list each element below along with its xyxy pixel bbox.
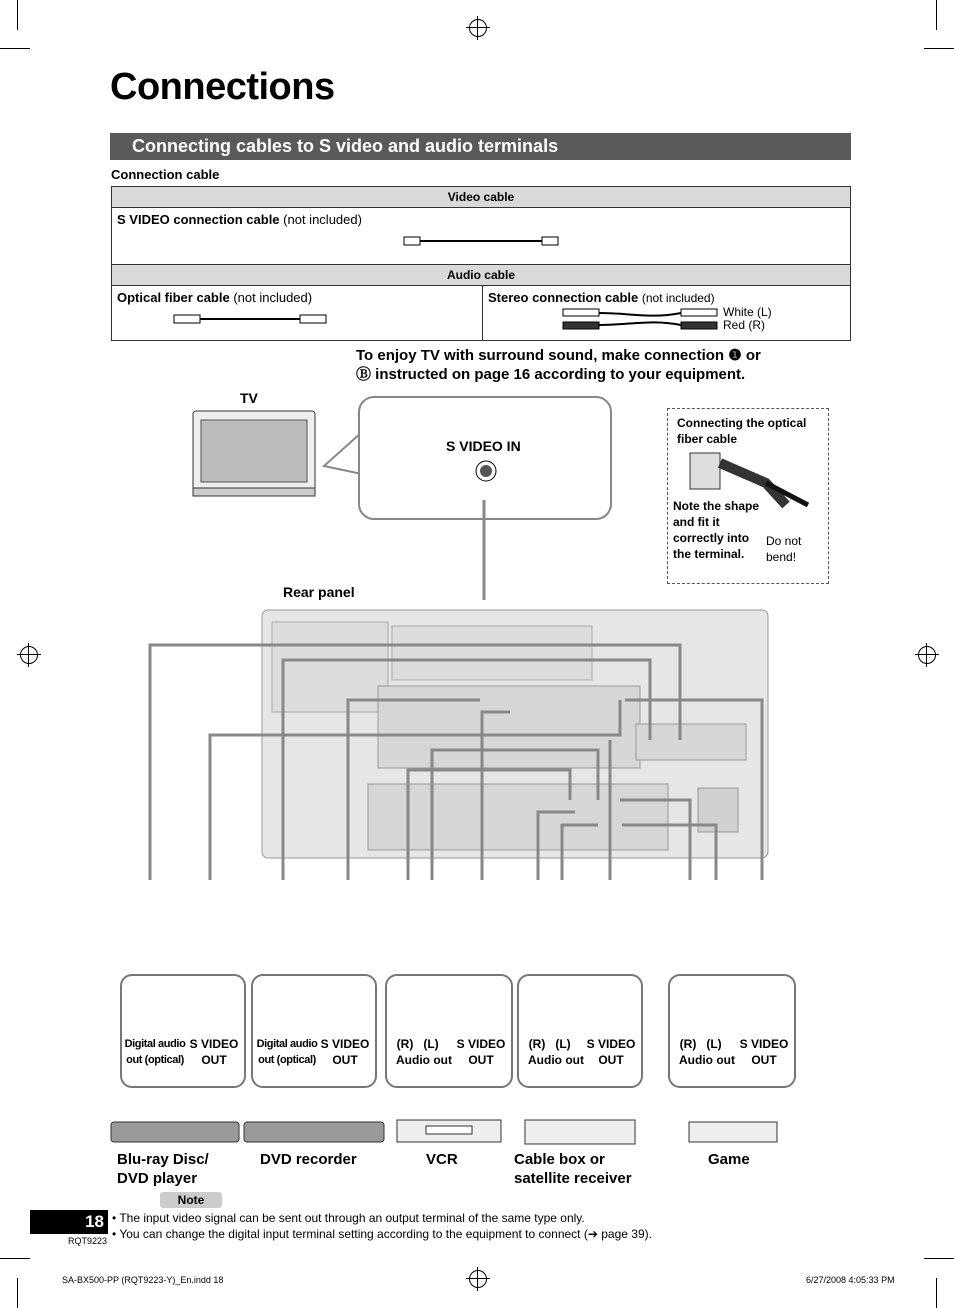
optical-box-title: Connecting the optical fiber cable: [677, 416, 807, 446]
digital-audio-out-label: Digital audio out (optical): [256, 1038, 318, 1066]
stereo-cable-note: (not included): [641, 291, 715, 305]
s-video-cable-note: (not included): [283, 212, 362, 227]
optical-box-note: Note the shape and fit it correctly into the terminal.: [673, 499, 760, 561]
intro-line-2: Ⓑ instructed on page 16 according to your equipment.: [356, 366, 746, 383]
digital-audio-out-label: Digital audio out (optical): [124, 1038, 186, 1066]
optical-cable-name: Optical fiber cable: [117, 290, 230, 305]
bluray-player-icon: [110, 1120, 240, 1144]
s-video-out-label: S VIDEO OUT: [189, 1037, 239, 1067]
white-l-label: White (L): [723, 305, 772, 319]
audio-out-label: Audio out: [396, 1053, 452, 1067]
device-cable-box: Cable box or satellite receiver: [514, 1151, 632, 1187]
s-video-out-label: S VIDEO OUT: [456, 1037, 506, 1067]
dvd-recorder-icon: [243, 1120, 385, 1144]
intro-line-1: To enjoy TV with surround sound, make connection ❶ or: [356, 347, 761, 364]
l-label: (L): [423, 1037, 439, 1051]
optical-cable-note: (not included): [233, 290, 313, 305]
r-label: (R): [528, 1037, 546, 1051]
device-dvd-recorder: DVD recorder: [260, 1151, 357, 1168]
game-console-icon: [688, 1120, 778, 1144]
game-terminals: [668, 974, 796, 1088]
footer-date: 6/27/2008 4:05:33 PM: [806, 1275, 895, 1285]
audio-cable-header: Audio cable: [112, 265, 851, 286]
rear-panel-label: Rear panel: [283, 584, 355, 600]
stereo-cable-name: Stereo connection cable: [488, 290, 639, 305]
device-game: Game: [708, 1151, 750, 1168]
note-2: • You can change the digital input terminal setting according to the equipment to connect (➔ page 39).: [112, 1227, 652, 1241]
doc-code: RQT9223: [68, 1236, 108, 1246]
cable-box-terminals: [517, 974, 643, 1088]
device-bluray: Blu-ray Disc/ DVD player: [117, 1151, 209, 1187]
page-number: 18: [30, 1210, 108, 1234]
r-label: (R): [679, 1037, 697, 1051]
connection-cable-label: Connection cable: [111, 167, 220, 182]
l-label: (L): [555, 1037, 571, 1051]
page-title: Connections: [110, 66, 335, 108]
note-1: • The input video signal can be sent out through an output terminal of the same type only.: [112, 1211, 585, 1225]
s-video-out-label: S VIDEO OUT: [320, 1037, 370, 1067]
s-video-out-label: S VIDEO OUT: [586, 1037, 636, 1067]
video-cable-header: Video cable: [112, 187, 851, 208]
audio-out-label: Audio out: [528, 1053, 584, 1067]
footer-file: SA-BX500-PP (RQT9223-Y)_En.indd 18: [62, 1275, 224, 1285]
device-vcr: VCR: [426, 1151, 458, 1168]
section-title: Connecting cables to S video and audio terminals: [110, 133, 851, 160]
tv-label: TV: [240, 390, 258, 406]
note-title: Note: [160, 1192, 222, 1208]
r-label: (R): [396, 1037, 414, 1051]
red-r-label: Red (R): [723, 318, 766, 332]
audio-out-label: Audio out: [679, 1053, 735, 1067]
s-video-out-label: S VIDEO OUT: [739, 1037, 789, 1067]
dvd-recorder-terminals: [251, 974, 377, 1088]
bluray-terminals: [120, 974, 246, 1088]
do-not-bend-label: Do not bend!: [766, 534, 802, 564]
s-video-cable-name: S VIDEO connection cable: [117, 212, 280, 227]
l-label: (L): [706, 1037, 722, 1051]
cable-box-icon: [524, 1118, 636, 1146]
s-video-in-label: S VIDEO IN: [446, 438, 521, 454]
vcr-terminals: [385, 974, 513, 1088]
vcr-icon: [396, 1118, 502, 1144]
